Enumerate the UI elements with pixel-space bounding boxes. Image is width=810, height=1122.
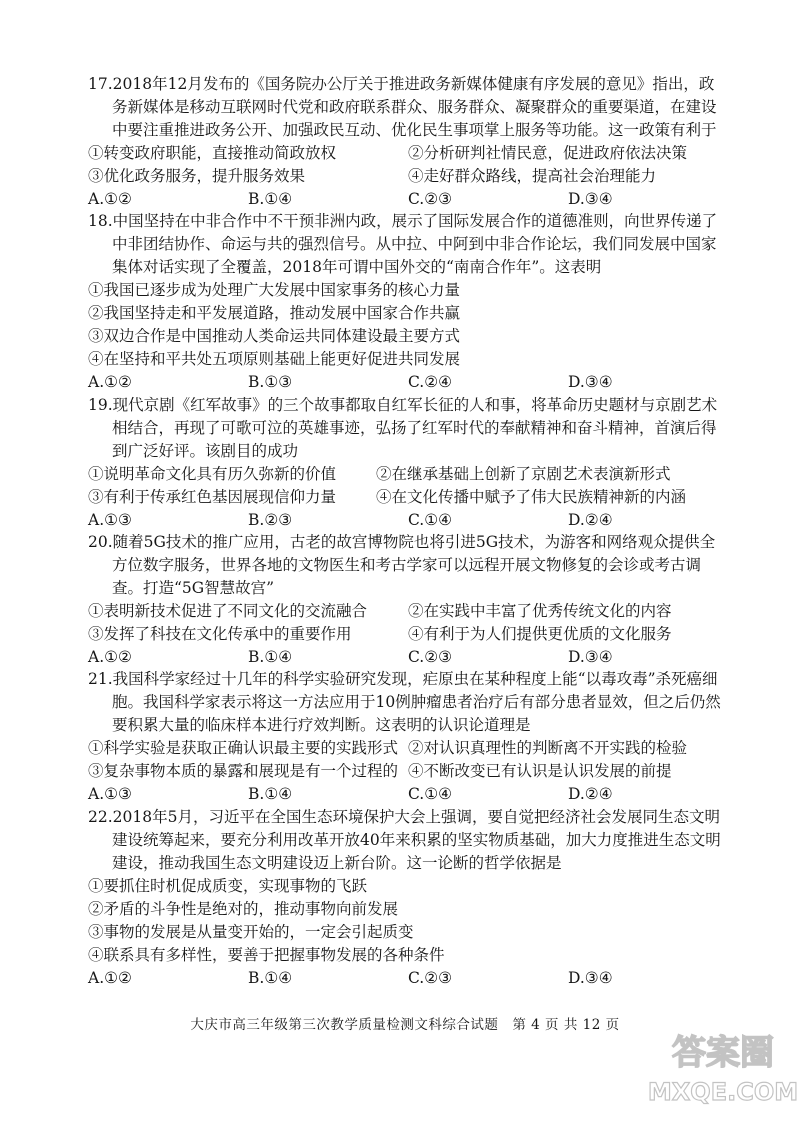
question-stem: 19.现代京剧《红军故事》的三个故事都取自红军长征的人和事，将革命历史题材与京剧艺术相结合，再现了可歌可泣的英雄事迹，弘扬了红军时代的奉献精神和奋斗精神，首演后得到广泛好评。该剧目的成功: [88, 396, 718, 460]
answer-choice: C.②④: [408, 373, 453, 391]
option-row: [88, 760, 728, 783]
option: ②在继承基础上创新了京剧艺术表演新形式: [376, 465, 671, 483]
option: ③事物的发展是从量变开始的，一定会引起质变: [88, 923, 414, 941]
option: ③复杂事物本质的暴露和展现是有一个过程的: [88, 762, 399, 780]
option: ②分析研判社情民意，促进政府依法决策: [408, 144, 688, 162]
option: ③优化政务服务，提升服务效果: [88, 167, 306, 185]
question-stem: 22.2018年5月，习近平在全国生态环境保护大会上强调，要自觉把经济社会发展同生态文明建设统筹起来，要充分利用改革开放40年来积累的坚实物质基础，加大力度推进生态文明建设，推动我国生态文明建设迈上新台阶。这一论断的哲学依据是: [88, 808, 721, 872]
option: ①表明新技术促进了不同文化的交流融合: [88, 602, 368, 620]
option: ③发挥了科技在文化传承中的重要作用: [88, 625, 352, 643]
answer-row: [88, 783, 728, 806]
answer-choice: C.①④: [408, 785, 453, 803]
option: ①我国已逐步成为处理广大发展中国家事务的核心力量: [88, 281, 461, 299]
answer-choice: A.①③: [88, 511, 132, 529]
answer-choice: D.③④: [568, 373, 613, 391]
option-row: [88, 165, 728, 188]
answer-choice: A.①②: [88, 190, 132, 208]
option: ④在坚持和平共处五项原则基础上能更好促进共同发展: [88, 350, 461, 368]
question-17: [88, 73, 728, 211]
option: ②在实践中丰富了优秀传统文化的内容: [408, 602, 672, 620]
page-footer: 大庆市高三年级第三次教学质量检测文科综合试题 第 4 页 共 12 页: [190, 1017, 620, 1033]
answer-choice: D.③④: [568, 190, 613, 208]
option: ③有利于传承红色基因展现信仰力量: [88, 488, 337, 506]
option: ①说明革命文化具有历久弥新的价值: [88, 465, 337, 483]
answer-choice: B.①③: [248, 373, 293, 391]
answer-choice: A.①②: [88, 648, 132, 666]
answer-choice: B.①④: [248, 648, 293, 666]
option-row: [88, 486, 728, 509]
answer-choice: A.①③: [88, 785, 132, 803]
question-22: [88, 806, 728, 990]
question-21: [88, 668, 728, 806]
option: ②我国坚持走和平发展道路，推动发展中国家合作共赢: [88, 304, 461, 322]
answer-choice: D.②④: [568, 511, 613, 529]
answer-row: [88, 371, 728, 394]
answer-choice: C.②③: [408, 969, 453, 987]
option: ①转变政府职能，直接推动简政放权: [88, 144, 337, 162]
question-18: [88, 210, 728, 394]
option-row: [88, 142, 728, 165]
answer-choice: A.①②: [88, 373, 132, 391]
option: ①科学实验是获取正确认识最主要的实践形式: [88, 739, 399, 757]
watermark-graphic: [648, 1014, 798, 1114]
option: ④走好群众路线，提高社会治理能力: [408, 167, 657, 185]
answer-choice: C.②③: [408, 648, 453, 666]
option-row: [88, 623, 728, 646]
question-stem: 17.2018年12月发布的《国务院办公厅关于推进政务新媒体健康有序发展的意见》指出，政务新媒体是移动互联网时代党和政府联系群众、服务群众、凝聚群众的重要渠道，在建设中要注重推进政务公开、加强政民互动、优化民生事项掌上服务等功能。这一政策有利于: [88, 75, 717, 139]
option-row: [88, 463, 728, 486]
question-19: [88, 394, 728, 532]
answer-row: [88, 646, 728, 669]
option-row: [88, 600, 728, 623]
option-row: [88, 737, 728, 760]
answer-row: [88, 188, 728, 211]
answer-choice: D.③④: [568, 648, 613, 666]
answer-choice: D.③④: [568, 969, 613, 987]
answer-choice: C.①④: [408, 511, 453, 529]
answer-row: [88, 509, 728, 532]
watermark-text-bottom: MXQE.COM: [648, 1078, 798, 1106]
option: ②矛盾的斗争性是绝对的，推动事物向前发展: [88, 900, 399, 918]
option: ④有利于为人们提供更优质的文化服务: [408, 625, 672, 643]
answer-choice: B.①④: [248, 190, 293, 208]
question-20: [88, 531, 728, 669]
answer-choice: A.①②: [88, 969, 132, 987]
answer-choice: C.②③: [408, 190, 453, 208]
watermark-logo: [648, 1014, 798, 1114]
option: ②对认识真理性的判断离不开实践的检验: [408, 739, 688, 757]
option: ④在文化传播中赋予了伟大民族精神新的内涵: [376, 488, 687, 506]
answer-choice: D.②④: [568, 785, 613, 803]
question-stem: 20.随着5G技术的推广应用，古老的故宫博物院也将引进5G技术，为游客和网络观众提供全方位数字服务，世界各地的文物医生和考古学家可以远程开展文物修复的会诊或考古调查。打造“5G智慧故宫”: [88, 533, 716, 597]
answer-choice: B.②③: [248, 511, 293, 529]
question-stem: 21.我国科学家经过十几年的科学实验研究发现，疟原虫在某种程度上能“以毒攻毒”杀死癌细胞。我国科学家表示将这一方法应用于10例肿瘤患者治疗后有部分患者显效，但之后仍然要积累大量的临床样本进行疗效判断。这表明的认识论道理是: [88, 670, 721, 734]
answer-row: [88, 967, 728, 990]
option: ①要抓住时机促成质变，实现事物的飞跃: [88, 877, 368, 895]
answer-choice: B.①④: [248, 785, 293, 803]
option: ④不断改变已有认识是认识发展的前提: [408, 762, 672, 780]
option: ③双边合作是中国推动人类命运共同体建设最主要方式: [88, 327, 461, 345]
option: ④联系具有多样性，要善于把握事物发展的各种条件: [88, 946, 445, 964]
question-stem: 18.中国坚持在中非合作中不干预非洲内政，展示了国际发展合作的道德准则，向世界传递了中非团结协作、命运与共的强烈信号。从中拉、中阿到中非合作论坛，我们同发展中国家集体对话实现了全覆盖，2018年可谓中国外交的“南南合作年”。这表明: [88, 212, 718, 276]
watermark-text-top: 答案圈: [672, 1033, 774, 1073]
answer-choice: B.①④: [248, 969, 293, 987]
